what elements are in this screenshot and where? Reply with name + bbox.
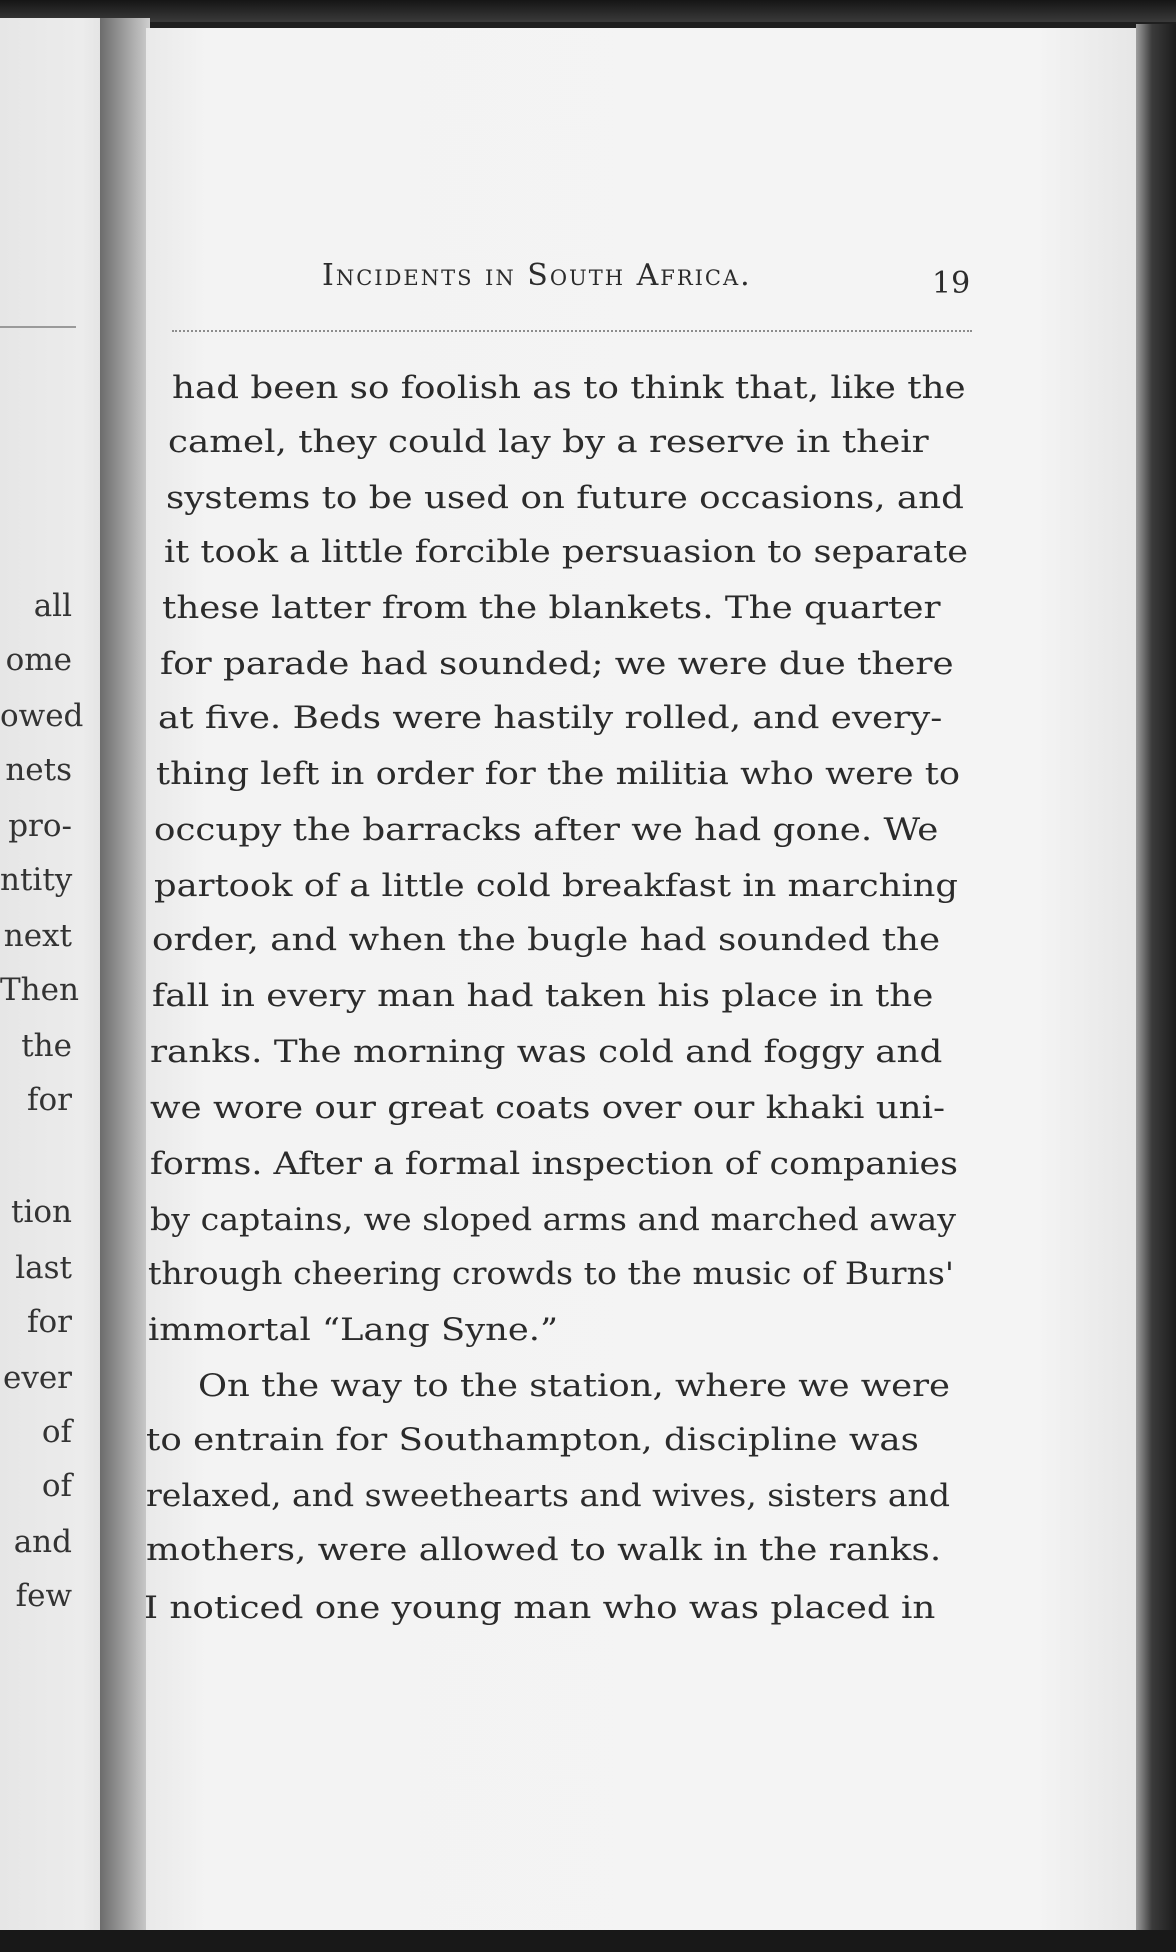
- left-page-rule: [0, 326, 76, 328]
- body-line: these latter from the blankets. The quarter: [162, 590, 941, 626]
- scan-top-edge: [0, 0, 1176, 22]
- body-line: camel, they could lay by a reserve in their: [168, 424, 929, 460]
- running-head: Incidents in South Africa.: [322, 258, 752, 293]
- left-page-fragment: of: [41, 1468, 72, 1504]
- body-line: to entrain for Southampton, discipline was: [146, 1422, 919, 1458]
- body-line: ranks. The morning was cold and foggy and: [150, 1034, 943, 1070]
- left-page-fragment: pro-: [8, 808, 72, 844]
- body-line: On the way to the station, where we were: [198, 1368, 950, 1404]
- body-line: occupy the barracks after we had gone. We: [154, 812, 939, 848]
- left-page-fragment: all: [33, 588, 72, 624]
- body-line: thing left in order for the militia who were to: [156, 756, 960, 792]
- left-page-fragment: Then: [0, 972, 79, 1008]
- left-page-fragment: of: [41, 1414, 72, 1450]
- left-page-fragment: tion: [10, 1194, 72, 1230]
- left-page-fragment: last: [15, 1250, 72, 1286]
- left-page-fragment: ever: [2, 1360, 72, 1396]
- left-page-fragment: next: [3, 918, 72, 954]
- left-page-fragment: ome: [5, 642, 72, 678]
- body-line: at five. Beds were hastily rolled, and every-: [158, 700, 943, 736]
- body-line: for parade had sounded; we were due there: [160, 646, 954, 682]
- body-line: relaxed, and sweethearts and wives, sisters and: [146, 1478, 950, 1514]
- body-line: immortal “Lang Syne.”: [148, 1312, 558, 1348]
- body-line: forms. After a formal inspection of companies: [150, 1146, 958, 1182]
- scan-bottom-edge: [0, 1930, 1176, 1952]
- body-line: we wore our great coats over our khaki uni-: [150, 1090, 946, 1126]
- left-page-fragment: and: [13, 1524, 72, 1560]
- body-line: I noticed one young man who was placed in: [144, 1590, 936, 1626]
- body-line: by captains, we sloped arms and marched away: [150, 1202, 956, 1238]
- left-page-fragment: few: [15, 1578, 72, 1614]
- left-page-fragment: for: [27, 1304, 72, 1340]
- body-line: systems to be used on future occasions, and: [166, 480, 964, 516]
- left-page-fragment: nets: [5, 752, 72, 788]
- left-page-fragment: owed: [0, 698, 84, 734]
- page-number: 19: [932, 266, 971, 301]
- left-page-fragment: the: [21, 1028, 72, 1064]
- left-page-fragment: ntity: [0, 862, 73, 898]
- body-line: order, and when the bugle had sounded the: [152, 922, 941, 958]
- header-rule: [172, 330, 972, 332]
- right-page-edge: [1136, 24, 1176, 1952]
- left-page-fragment: for: [27, 1082, 72, 1118]
- body-line: mothers, were allowed to walk in the ranks.: [146, 1532, 942, 1568]
- book-gutter: [100, 18, 150, 1938]
- body-line: it took a little forcible persuasion to separate: [164, 534, 969, 570]
- body-line: partook of a little cold breakfast in marching: [154, 868, 958, 904]
- body-line: fall in every man had taken his place in the: [152, 978, 934, 1014]
- body-line: through cheering crowds to the music of Burns': [148, 1256, 955, 1292]
- body-line: had been so foolish as to think that, like the: [172, 370, 966, 406]
